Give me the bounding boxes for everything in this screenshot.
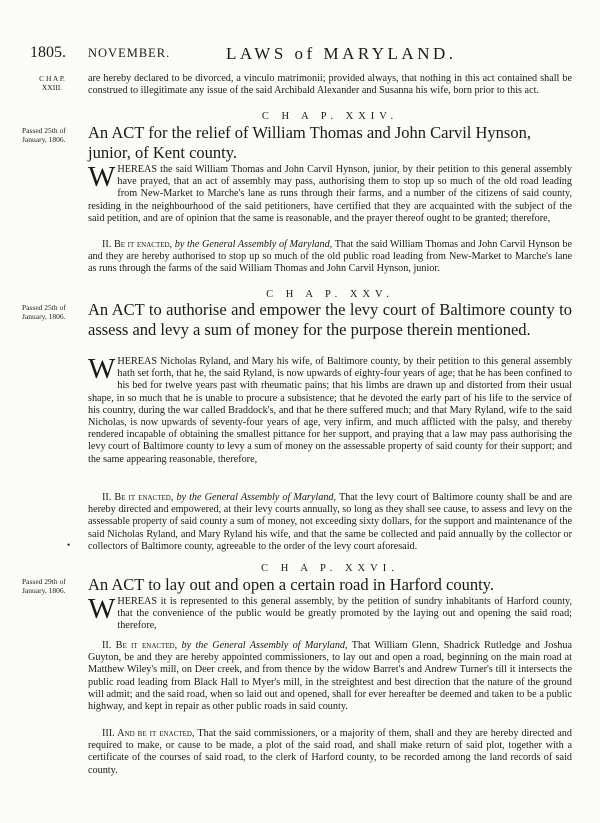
margin-mark: • <box>67 540 71 550</box>
chap25-preamble: WHEREAS Nicholas Ryland, and Mary his wife, of Baltimore county, by their petition to this general assembly hath set forth, that he, the said Ryland, is now upwards of eighty-four years of age; that he has been confined to his bed for twelve years past with rheumatic pains; that his limbs are drawn up and distorted from their usual shape, in so much that he is unable to procure a subsistence; that he devoted the early part of his life to the service of his country, during the war called Braddock's, and that he there suffered much; and that Mary Ryland, wife to the said Nicholas, is now upwards of seventy-four years of age, very infirm, and much afflicted with the palsy, and thereby rendered incapable of obtaining the smallest pittance for her support, and praying that a law may pass authorising the levy court of Baltimore county to levy a sum of money on the assessable property of said county for their support; and the same appearing reasonable, therefore, <box>88 353 572 465</box>
chap24-passed-date: Passed 25th of January, 1806. <box>22 126 66 144</box>
chap25-enactment: II. Be it enacted, by the General Assembly of Maryland, That the levy court of Baltimore county shall be and are hereby directed and empowered, at their levy courts annually, so long as they shall see cause, to assess and levy on the assessable property of said county a sum of money, not exceeding sixty dollars, for the support and maintenance of the said Nicholas Ryland, and Mary Ryland his wife, and that the same be collected and paid annually by the collector or collectors of Baltimore county, agreeable to the order of the levy court aforesaid. <box>88 492 573 552</box>
chap23-side-label: C H A P. XXIII. <box>39 74 65 92</box>
chap26-preamble: WHEREAS it is represented to this general assembly, by the petition of sundry inhabitants of Harford county, that the convenience of the public would be greatly promoted by the laying out and opening the said road; therefore, <box>88 593 572 632</box>
chap26-enactment-2: II. Be it enacted, by the General Assembly of Maryland, That William Glenn, Shadrick Rutledge and Joshua Guyton, be and they are hereby appointed commissioners, to lay out and open a road, beginning on the main road at Matthew Wiley's mill, on Deer creek, and from thence by the widow Barret's and Andrew Turner's till it intersects the public road leading from Black Hall to Myer's mill, in the streightest and best direction that the nature of the ground will admit; and the said road, when so laid out and opened, shall for ever hereafter be deemed and taken to be a public highway, and kept in repair as other public roads in said county. <box>88 640 573 713</box>
chap26-passed-date: Passed 29th of January, 1806. <box>22 577 66 595</box>
header-year: 1805. <box>30 44 66 61</box>
chap25-drop-cap: W <box>88 353 116 385</box>
chap24-heading: C H A P. XXIV. <box>261 111 399 122</box>
chap25-title: An ACT to authorise and empower the levy court of Baltimore county to assess and levy a sum of money for the purpose therein mentioned. <box>88 300 572 339</box>
chap24-drop-cap: W <box>88 161 116 193</box>
chap26-enactment-3: III. And be it enacted, That the said commissioners, or a majority of them, shall and they are hereby directed and required to make, or cause to be made, a plot of the said road, and shall make return of said plot, together with a certificate of the courses of said road, to the clerk of Harford county, to be recorded among the land records of said county. <box>88 728 572 776</box>
header-title: LAWS of MARYLAND. <box>226 44 457 63</box>
chap23-text: are hereby declared to be divorced, a vinculo matrimonii; provided always, that nothing in this act contained shall be construed to illegitimate any issue of the said Archibald Alexander and Susanna his wife, born prior to this act. <box>88 73 572 97</box>
chap24-preamble: WHEREAS the said William Thomas and John Carvil Hynson, junior, by their petition to this general assembly have prayed, that an act of assembly may pass, authorising them to stop up so much of the old road leading from New-Market to Marche's lane as runs through their farms, and a number of the citizens of said county, residing in the neighbourhood of the said petitioners, have certified that they are acquainted with the subject of the said petition, and are of opinion that the same is reasonable, and the prayer thereof ought to be granted; therefore, <box>88 161 572 224</box>
chap25-passed-date: Passed 25th of January, 1806. <box>22 303 66 321</box>
chap24-title: An ACT for the relief of William Thomas and John Carvil Hynson, junior, of Kent county. <box>88 123 531 162</box>
running-header <box>30 44 590 66</box>
chap24-enactment: II. Be it enacted, by the General Assembly of Maryland, That the said William Thomas and John Carvil Hynson be and they are hereby authorised to stop up so much of the old public road leading from New-Market to Marche's lane as runs through the farms of the said William Thomas and John Carvil Hynson, junior. <box>88 239 572 275</box>
chap26-title: An ACT to lay out and open a certain road in Harford county. <box>88 575 494 594</box>
chap26-heading: C H A P. XXVI. <box>261 563 399 574</box>
header-month: NOVEMBER. <box>88 46 171 60</box>
chap26-drop-cap: W <box>88 593 116 625</box>
chap25-heading: C H A P. XXV. <box>266 289 394 300</box>
